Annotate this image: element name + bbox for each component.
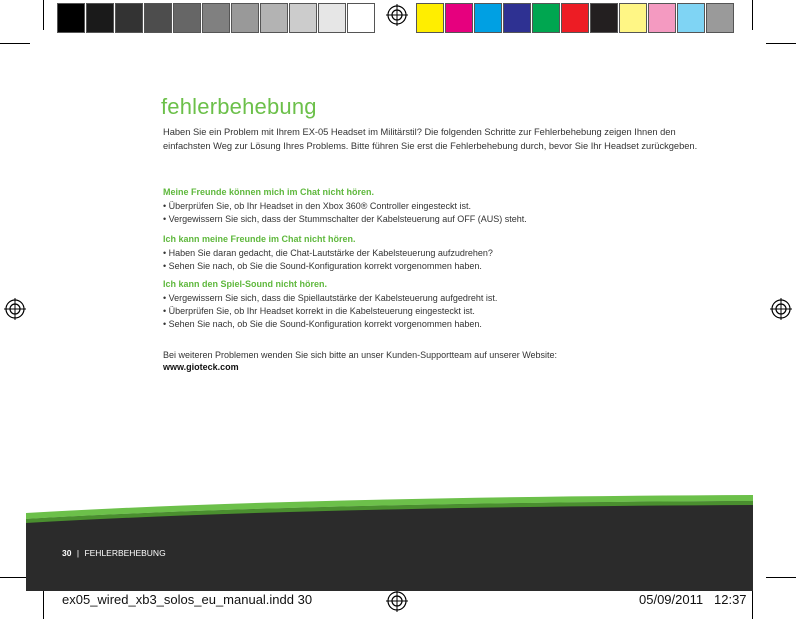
registration-mark-icon xyxy=(770,298,792,320)
colour-swatch xyxy=(532,3,560,33)
colour-swatch xyxy=(590,3,618,33)
slug-date: 05/09/2011 xyxy=(639,592,704,607)
website-link[interactable]: www.gioteck.com xyxy=(163,362,239,372)
colour-swatch xyxy=(619,3,647,33)
list-item: • Vergewissern Sie sich, dass die Spiellautstärke der Kabelsteuerung aufgedreht ist. xyxy=(163,293,498,303)
list-item: • Vergewissern Sie sich, dass der Stummschalter der Kabelsteuerung auf OFF (AUS) steht. xyxy=(163,214,527,224)
registration-mark-icon xyxy=(4,298,26,320)
page-footer-label xyxy=(62,548,166,558)
colour-swatch xyxy=(648,3,676,33)
colour-swatch xyxy=(231,3,259,33)
colour-swatch xyxy=(115,3,143,33)
colour-swatch xyxy=(318,3,346,33)
colour-swatch xyxy=(202,3,230,33)
list-item: • Überprüfen Sie, ob Ihr Headset korrekt in die Kabelsteuerung eingesteckt ist. xyxy=(163,306,475,316)
colour-swatch xyxy=(677,3,705,33)
colour-swatch xyxy=(445,3,473,33)
colour-swatch xyxy=(57,3,85,33)
section-title: Meine Freunde können mich im Chat nicht hören. xyxy=(163,187,375,197)
list-item: • Sehen Sie nach, ob Sie die Sound-Konfiguration korrekt vorgenommen haben. xyxy=(163,261,482,271)
section-title: Ich kann meine Freunde im Chat nicht hören. xyxy=(163,234,356,244)
page-separator: | xyxy=(76,548,80,558)
section-title: Ich kann den Spiel-Sound nicht hören. xyxy=(163,279,328,289)
support-note: Bei weiteren Problemen wenden Sie sich bitte an unser Kunden-Supportteam auf unserer Website: xyxy=(163,350,558,360)
colour-swatch xyxy=(561,3,589,33)
list-item: • Haben Sie daran gedacht, die Chat-Lautstärke der Kabelsteuerung aufzudrehen? xyxy=(163,248,493,258)
intro-paragraph: Haben Sie ein Problem mit Ihrem EX-05 Headset im Militärstil? Die folgenden Schritte zur Fehlerbehebung zeigen Ihnen den einfachsten Weg zur Lösung Ihres Problems. Bitte führen Sie erst die Fehlerbehebung durch, bevor Sie Ihr Headset zurückgeben. xyxy=(163,127,698,151)
colour-swatch xyxy=(416,3,444,33)
list-item: • Überprüfen Sie, ob Ihr Headset in den Xbox 360® Controller eingesteckt ist. xyxy=(163,201,471,211)
slug-filename: ex05_wired_xb3_solos_eu_manual.indd 30 xyxy=(62,592,313,607)
colour-swatch xyxy=(474,3,502,33)
colour-swatch xyxy=(86,3,114,33)
colour-swatch xyxy=(503,3,531,33)
colour-swatch xyxy=(173,3,201,33)
crop-mark xyxy=(43,0,44,30)
crop-mark xyxy=(766,43,796,44)
slug-time: 12:37 xyxy=(714,592,747,607)
crop-mark xyxy=(0,43,30,44)
page-section: FEHLERBEHEBUNG xyxy=(84,548,166,558)
colour-swatch xyxy=(347,3,375,33)
crop-mark xyxy=(752,0,753,30)
list-item: • Sehen Sie nach, ob Sie die Sound-Konfiguration korrekt vorgenommen haben. xyxy=(163,319,482,329)
colour-swatch xyxy=(144,3,172,33)
colour-swatch xyxy=(260,3,288,33)
registration-mark-icon xyxy=(386,4,408,26)
page-heading: fehlerbehebung xyxy=(161,94,317,119)
colour-swatch xyxy=(706,3,734,33)
page-number: 30 xyxy=(62,548,72,558)
colour-swatch xyxy=(289,3,317,33)
